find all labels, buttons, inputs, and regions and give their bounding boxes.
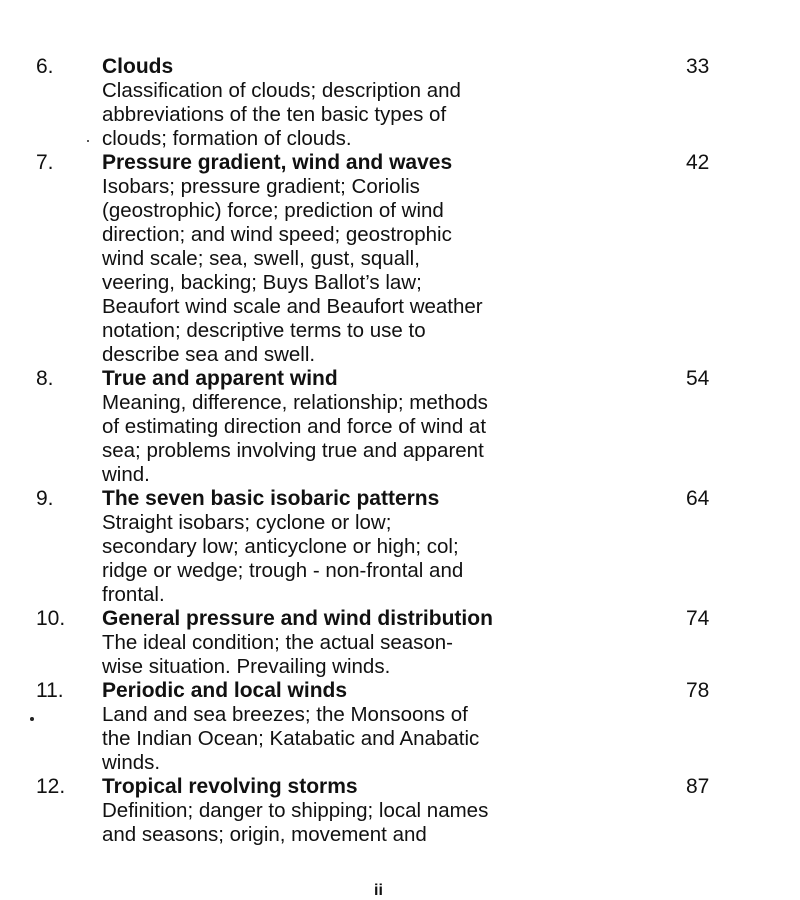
description-line: wise situation. Prevailing winds.: [102, 655, 391, 678]
entry-title: Pressure gradient, wind and waves: [102, 151, 453, 174]
entry-description: [102, 703, 662, 775]
description-line: ridge or wedge; trough - non-frontal and: [102, 559, 464, 582]
entry-title: True and apparent wind: [102, 367, 338, 390]
description-line: notation; descriptive terms to use to: [102, 319, 426, 342]
description-line: wind.: [102, 463, 150, 486]
entry-number: 6.: [36, 55, 54, 78]
description-line: Straight isobars; cyclone or low;: [102, 511, 392, 534]
entry-number: 11.: [36, 679, 64, 702]
scan-speck: [30, 717, 34, 721]
description-line: secondary low; anticyclone or high; col;: [102, 535, 459, 558]
entry-title: General pressure and wind distribution: [102, 607, 493, 630]
description-line: wind scale; sea, swell, gust, squall,: [102, 247, 420, 270]
description-line: the Indian Ocean; Katabatic and Anabatic: [102, 727, 480, 750]
entry-number: 10.: [36, 607, 66, 630]
entry-page-number: 42: [686, 151, 710, 174]
entry-page-number: 74: [686, 607, 710, 630]
description-line: abbreviations of the ten basic types of: [102, 103, 447, 126]
entry-page-number: 33: [686, 55, 710, 78]
entry-number: 12.: [36, 775, 66, 798]
entry-number: 7.: [36, 151, 54, 174]
description-line: Isobars; pressure gradient; Coriolis: [102, 175, 420, 198]
page-number-footer: ii: [374, 882, 383, 899]
description-line: frontal.: [102, 583, 165, 606]
description-line: and seasons; origin, movement and: [102, 823, 427, 846]
entry-number: 9.: [36, 487, 54, 510]
entry-page-number: 78: [686, 679, 710, 702]
description-line: clouds; formation of clouds.: [102, 127, 352, 150]
entry-page-number: 54: [686, 367, 710, 390]
entry-description: [102, 511, 662, 607]
description-line: winds.: [102, 751, 161, 774]
description-line: direction; and wind speed; geostrophic: [102, 223, 452, 246]
entry-title: Tropical revolving storms: [102, 775, 358, 798]
entry-title: Clouds: [102, 55, 174, 78]
entry-description: [102, 175, 662, 367]
description-line: Definition; danger to shipping; local names: [102, 799, 489, 822]
description-line: describe sea and swell.: [102, 343, 316, 366]
description-line: (geostrophic) force; prediction of wind: [102, 199, 444, 222]
entry-title: The seven basic isobaric patterns: [102, 487, 440, 510]
entry-page-number: 87: [686, 775, 710, 798]
entry-description: [102, 79, 662, 151]
description-line: of estimating direction and force of wind at: [102, 415, 487, 438]
entry-description: [102, 631, 662, 679]
description-line: veering, backing; Buys Ballot’s law;: [102, 271, 422, 294]
description-line: Meaning, difference, relationship; methods: [102, 391, 488, 414]
description-line: Beaufort wind scale and Beaufort weather: [102, 295, 483, 318]
description-line: The ideal condition; the actual season-: [102, 631, 454, 654]
description-line: Land and sea breezes; the Monsoons of: [102, 703, 468, 726]
entry-title: Periodic and local winds: [102, 679, 348, 702]
entry-number: 8.: [36, 367, 54, 390]
scan-speck: [87, 140, 89, 142]
description-line: Classification of clouds; description and: [102, 79, 461, 102]
entry-description: [102, 799, 662, 847]
entry-page-number: 64: [686, 487, 710, 510]
entry-description: [102, 391, 662, 487]
description-line: sea; problems involving true and apparent: [102, 439, 484, 462]
